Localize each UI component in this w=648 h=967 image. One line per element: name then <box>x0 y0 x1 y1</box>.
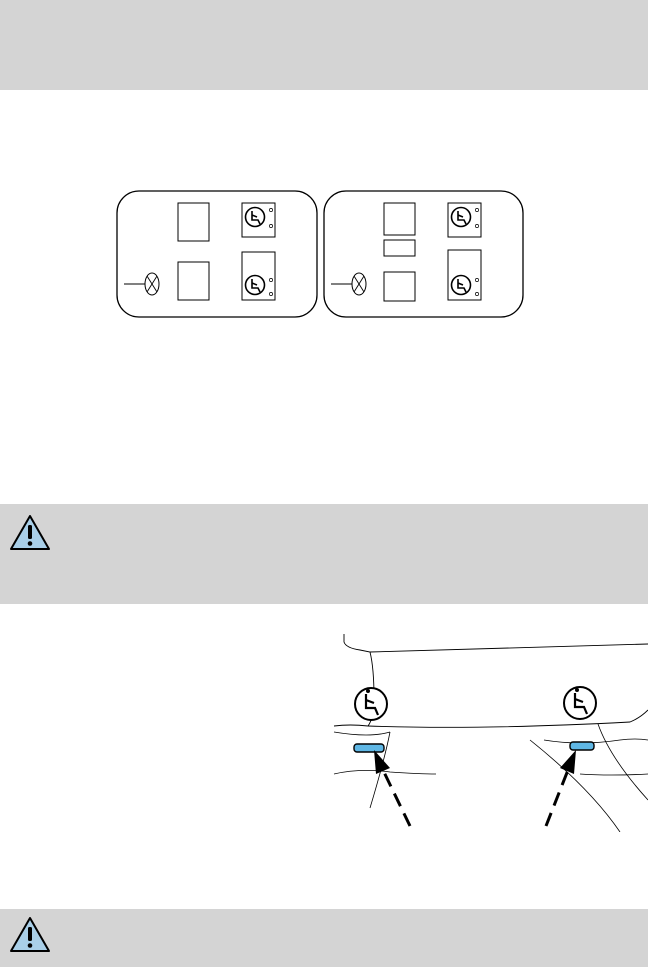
warning-triangle-icon <box>9 514 51 552</box>
header-band <box>0 0 648 90</box>
seating-panel-left <box>117 191 317 317</box>
warning-band <box>0 909 648 967</box>
anchor-location-illustration <box>330 628 648 832</box>
warning-band <box>0 504 648 604</box>
warning-triangle-icon <box>9 916 51 954</box>
seating-panel-right <box>324 191 523 317</box>
seating-diagrams <box>114 188 526 320</box>
